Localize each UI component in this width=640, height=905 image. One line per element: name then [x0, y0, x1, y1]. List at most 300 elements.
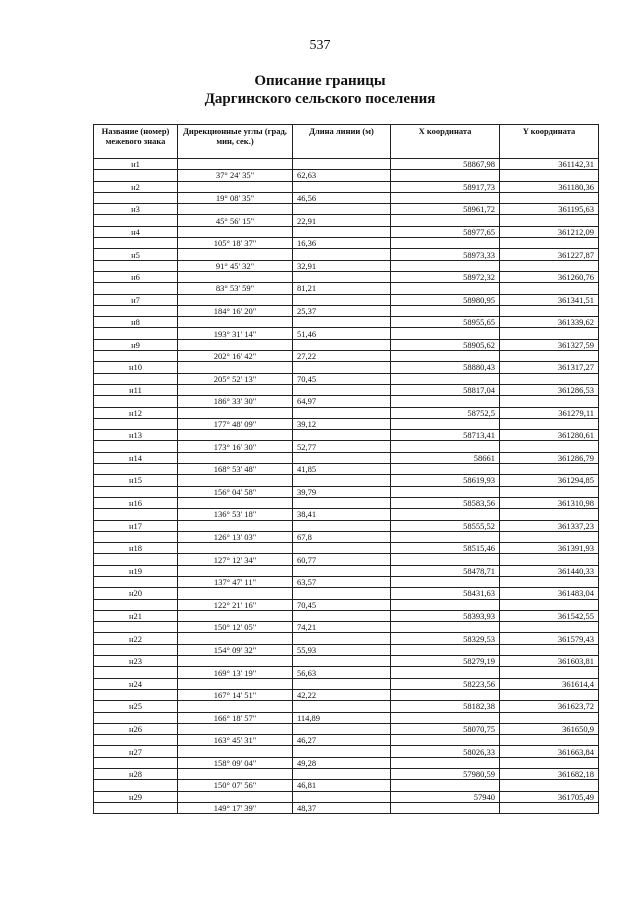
empty-cell [178, 339, 293, 350]
segment-row [94, 305, 599, 316]
line-length: 52,77 [293, 441, 391, 452]
empty-cell [178, 430, 293, 441]
empty-cell [500, 192, 599, 203]
direction-angle: 156° 04' 58" [178, 486, 293, 497]
empty-cell [293, 746, 391, 757]
empty-cell [293, 475, 391, 486]
point-name: н7 [94, 294, 178, 305]
point-row [94, 204, 599, 215]
line-length: 114,89 [293, 712, 391, 723]
direction-angle: 149° 17' 39" [178, 802, 293, 813]
empty-cell [293, 610, 391, 621]
empty-cell [178, 769, 293, 780]
document-title [0, 72, 640, 108]
empty-cell [500, 735, 599, 746]
point-name: н15 [94, 475, 178, 486]
point-name: н25 [94, 701, 178, 712]
empty-cell [500, 373, 599, 384]
empty-cell [293, 520, 391, 531]
y-coordinate: 361440,33 [500, 565, 599, 576]
empty-cell [391, 531, 500, 542]
segment-row [94, 464, 599, 475]
segment-row [94, 644, 599, 655]
empty-cell [500, 554, 599, 565]
line-length: 38,41 [293, 509, 391, 520]
empty-cell [94, 192, 178, 203]
segment-row [94, 622, 599, 633]
x-coordinate: 58393,93 [391, 610, 500, 621]
line-length: 51,46 [293, 328, 391, 339]
empty-cell [500, 712, 599, 723]
x-coordinate: 58026,33 [391, 746, 500, 757]
empty-cell [293, 633, 391, 644]
empty-cell [293, 249, 391, 260]
empty-cell [391, 305, 500, 316]
point-row [94, 701, 599, 712]
empty-cell [500, 464, 599, 475]
direction-angle: 205° 52' 13" [178, 373, 293, 384]
line-length: 70,45 [293, 373, 391, 384]
empty-cell [391, 396, 500, 407]
segment-row [94, 667, 599, 678]
empty-cell [293, 656, 391, 667]
empty-cell [293, 452, 391, 463]
header-name: Название (номер) межевого знака [94, 125, 178, 159]
empty-cell [500, 238, 599, 249]
y-coordinate: 361212,09 [500, 226, 599, 237]
point-row [94, 497, 599, 508]
segment-row [94, 531, 599, 542]
point-name: н8 [94, 317, 178, 328]
empty-cell [500, 802, 599, 813]
empty-cell [94, 802, 178, 813]
empty-cell [500, 667, 599, 678]
empty-cell [293, 384, 391, 395]
empty-cell [178, 520, 293, 531]
y-coordinate: 361341,51 [500, 294, 599, 305]
header-y: Y координата [500, 125, 599, 159]
segment-row [94, 802, 599, 813]
segment-row [94, 215, 599, 226]
empty-cell [500, 215, 599, 226]
empty-cell [500, 622, 599, 633]
empty-cell [391, 554, 500, 565]
empty-cell [391, 667, 500, 678]
segment-row [94, 238, 599, 249]
empty-cell [293, 362, 391, 373]
direction-angle: 137° 47' 11" [178, 576, 293, 587]
empty-cell [293, 565, 391, 576]
empty-cell [178, 452, 293, 463]
segment-row [94, 192, 599, 203]
direction-angle: 163° 45' 31" [178, 735, 293, 746]
empty-cell [500, 780, 599, 791]
x-coordinate: 58713,41 [391, 430, 500, 441]
empty-cell [94, 328, 178, 339]
empty-cell [178, 475, 293, 486]
y-coordinate: 361286,53 [500, 384, 599, 395]
direction-angle: 150° 07' 56" [178, 780, 293, 791]
direction-angle: 166° 18' 57" [178, 712, 293, 723]
y-coordinate: 361483,04 [500, 588, 599, 599]
direction-angle: 122° 21' 16" [178, 599, 293, 610]
empty-cell [178, 271, 293, 282]
empty-cell [178, 497, 293, 508]
empty-cell [94, 622, 178, 633]
empty-cell [391, 599, 500, 610]
x-coordinate: 58977,65 [391, 226, 500, 237]
direction-angle: 186° 33' 30" [178, 396, 293, 407]
direction-angle: 154° 09' 32" [178, 644, 293, 655]
empty-cell [391, 464, 500, 475]
direction-angle: 193° 31' 14" [178, 328, 293, 339]
x-coordinate: 58279,19 [391, 656, 500, 667]
direction-angle: 91° 45' 32" [178, 260, 293, 271]
y-coordinate: 361542,55 [500, 610, 599, 621]
segment-row [94, 283, 599, 294]
x-coordinate: 58515,46 [391, 543, 500, 554]
empty-cell [391, 757, 500, 768]
line-length: 67,8 [293, 531, 391, 542]
y-coordinate: 361391,93 [500, 543, 599, 554]
segment-row [94, 689, 599, 700]
point-row [94, 249, 599, 260]
empty-cell [391, 170, 500, 181]
point-name: н14 [94, 452, 178, 463]
empty-cell [94, 464, 178, 475]
empty-cell [293, 791, 391, 802]
empty-cell [293, 159, 391, 170]
empty-cell [94, 283, 178, 294]
direction-angle: 126° 13' 03" [178, 531, 293, 542]
x-coordinate: 58182,38 [391, 701, 500, 712]
segment-row [94, 418, 599, 429]
direction-angle: 202° 16' 42" [178, 351, 293, 362]
y-coordinate: 361705,49 [500, 791, 599, 802]
point-name: н23 [94, 656, 178, 667]
empty-cell [94, 599, 178, 610]
empty-cell [178, 384, 293, 395]
empty-cell [178, 701, 293, 712]
empty-cell [500, 441, 599, 452]
empty-cell [391, 509, 500, 520]
empty-cell [293, 430, 391, 441]
line-length: 25,37 [293, 305, 391, 316]
line-length: 16,36 [293, 238, 391, 249]
empty-cell [391, 283, 500, 294]
empty-cell [94, 260, 178, 271]
point-name: н19 [94, 565, 178, 576]
empty-cell [391, 351, 500, 362]
point-name: н21 [94, 610, 178, 621]
point-row [94, 475, 599, 486]
empty-cell [94, 373, 178, 384]
point-row [94, 181, 599, 192]
line-length: 27,22 [293, 351, 391, 362]
empty-cell [178, 610, 293, 621]
x-coordinate: 58817,04 [391, 384, 500, 395]
x-coordinate: 57940 [391, 791, 500, 802]
empty-cell [178, 746, 293, 757]
empty-cell [391, 486, 500, 497]
empty-cell [500, 757, 599, 768]
point-name: н4 [94, 226, 178, 237]
point-name: н20 [94, 588, 178, 599]
x-coordinate: 58329,53 [391, 633, 500, 644]
empty-cell [293, 701, 391, 712]
empty-cell [178, 565, 293, 576]
segment-row [94, 328, 599, 339]
empty-cell [500, 328, 599, 339]
empty-cell [178, 633, 293, 644]
empty-cell [178, 656, 293, 667]
empty-cell [293, 769, 391, 780]
empty-cell [500, 644, 599, 655]
empty-cell [500, 305, 599, 316]
table-header-row [94, 125, 599, 159]
empty-cell [94, 396, 178, 407]
empty-cell [391, 418, 500, 429]
y-coordinate: 361682,18 [500, 769, 599, 780]
empty-cell [94, 170, 178, 181]
point-name: н22 [94, 633, 178, 644]
direction-angle: 37° 24' 35" [178, 170, 293, 181]
empty-cell [500, 351, 599, 362]
line-length: 62,63 [293, 170, 391, 181]
line-length: 60,77 [293, 554, 391, 565]
point-row [94, 430, 599, 441]
empty-cell [178, 678, 293, 689]
y-coordinate: 361603,81 [500, 656, 599, 667]
point-row [94, 226, 599, 237]
x-coordinate: 58917,73 [391, 181, 500, 192]
empty-cell [391, 735, 500, 746]
point-row [94, 362, 599, 373]
segment-row [94, 260, 599, 271]
point-name: н6 [94, 271, 178, 282]
empty-cell [391, 802, 500, 813]
segment-row [94, 576, 599, 587]
direction-angle: 127° 12' 34" [178, 554, 293, 565]
point-row [94, 543, 599, 554]
x-coordinate: 58431,63 [391, 588, 500, 599]
line-length: 39,12 [293, 418, 391, 429]
x-coordinate: 58961,72 [391, 204, 500, 215]
direction-angle: 45° 56' 15" [178, 215, 293, 226]
point-row [94, 317, 599, 328]
point-name: н24 [94, 678, 178, 689]
direction-angle: 136° 53' 18" [178, 509, 293, 520]
segment-row [94, 373, 599, 384]
empty-cell [178, 159, 293, 170]
empty-cell [178, 407, 293, 418]
empty-cell [94, 757, 178, 768]
y-coordinate: 361180,36 [500, 181, 599, 192]
empty-cell [500, 509, 599, 520]
point-name: н3 [94, 204, 178, 215]
segment-row [94, 757, 599, 768]
empty-cell [178, 723, 293, 734]
empty-cell [391, 373, 500, 384]
point-name: н13 [94, 430, 178, 441]
y-coordinate: 361579,43 [500, 633, 599, 644]
x-coordinate: 58867,98 [391, 159, 500, 170]
point-name: н27 [94, 746, 178, 757]
empty-cell [391, 260, 500, 271]
line-length: 46,27 [293, 735, 391, 746]
point-name: н17 [94, 520, 178, 531]
empty-cell [178, 588, 293, 599]
empty-cell [178, 543, 293, 554]
y-coordinate: 361280,61 [500, 430, 599, 441]
point-row [94, 565, 599, 576]
x-coordinate: 58980,95 [391, 294, 500, 305]
x-coordinate: 58955,65 [391, 317, 500, 328]
point-row [94, 520, 599, 531]
y-coordinate: 361614,4 [500, 678, 599, 689]
direction-angle: 167° 14' 51" [178, 689, 293, 700]
empty-cell [500, 576, 599, 587]
title-line-1: Описание границы [254, 73, 386, 89]
point-name: н18 [94, 543, 178, 554]
point-row [94, 656, 599, 667]
y-coordinate: 361286,79 [500, 452, 599, 463]
x-coordinate: 58972,32 [391, 271, 500, 282]
empty-cell [178, 294, 293, 305]
point-row [94, 588, 599, 599]
point-name: н26 [94, 723, 178, 734]
empty-cell [94, 780, 178, 791]
empty-cell [293, 678, 391, 689]
header-x: X координата [391, 125, 500, 159]
direction-angle: 184° 16' 20" [178, 305, 293, 316]
y-coordinate: 361310,98 [500, 497, 599, 508]
point-row [94, 407, 599, 418]
line-length: 56,63 [293, 667, 391, 678]
empty-cell [293, 181, 391, 192]
line-length: 63,57 [293, 576, 391, 587]
point-row [94, 159, 599, 170]
x-coordinate: 58973,33 [391, 249, 500, 260]
y-coordinate: 361327,59 [500, 339, 599, 350]
empty-cell [391, 644, 500, 655]
empty-cell [178, 362, 293, 373]
point-row [94, 723, 599, 734]
line-length: 41,85 [293, 464, 391, 475]
empty-cell [94, 712, 178, 723]
empty-cell [500, 396, 599, 407]
y-coordinate: 361650,9 [500, 723, 599, 734]
point-name: н5 [94, 249, 178, 260]
point-name: н11 [94, 384, 178, 395]
line-length: 48,37 [293, 802, 391, 813]
empty-cell [293, 226, 391, 237]
segment-row [94, 554, 599, 565]
empty-cell [293, 543, 391, 554]
y-coordinate: 361294,85 [500, 475, 599, 486]
direction-angle: 158° 09' 04" [178, 757, 293, 768]
line-length: 64,97 [293, 396, 391, 407]
point-name: н16 [94, 497, 178, 508]
line-length: 42,22 [293, 689, 391, 700]
empty-cell [391, 712, 500, 723]
empty-cell [293, 407, 391, 418]
x-coordinate: 58478,71 [391, 565, 500, 576]
point-row [94, 746, 599, 757]
empty-cell [94, 576, 178, 587]
x-coordinate: 58619,93 [391, 475, 500, 486]
line-length: 22,91 [293, 215, 391, 226]
line-length: 39,79 [293, 486, 391, 497]
point-row [94, 610, 599, 621]
y-coordinate: 361260,76 [500, 271, 599, 282]
empty-cell [178, 791, 293, 802]
y-coordinate: 361623,72 [500, 701, 599, 712]
line-length: 55,93 [293, 644, 391, 655]
empty-cell [293, 723, 391, 734]
segment-row [94, 486, 599, 497]
empty-cell [391, 622, 500, 633]
empty-cell [293, 271, 391, 282]
empty-cell [94, 531, 178, 542]
segment-row [94, 599, 599, 610]
empty-cell [500, 418, 599, 429]
segment-row [94, 351, 599, 362]
segment-row [94, 170, 599, 181]
y-coordinate: 361317,27 [500, 362, 599, 373]
x-coordinate: 58880,43 [391, 362, 500, 373]
point-name: н2 [94, 181, 178, 192]
empty-cell [94, 441, 178, 452]
empty-cell [293, 204, 391, 215]
line-length: 46,56 [293, 192, 391, 203]
empty-cell [178, 226, 293, 237]
empty-cell [500, 689, 599, 700]
empty-cell [94, 418, 178, 429]
empty-cell [500, 531, 599, 542]
empty-cell [391, 689, 500, 700]
point-name: н1 [94, 159, 178, 170]
point-name: н10 [94, 362, 178, 373]
point-row [94, 633, 599, 644]
x-coordinate: 57980,59 [391, 769, 500, 780]
empty-cell [94, 735, 178, 746]
empty-cell [391, 780, 500, 791]
empty-cell [178, 317, 293, 328]
empty-cell [94, 305, 178, 316]
empty-cell [500, 170, 599, 181]
boundary-coordinates-table [93, 124, 599, 814]
point-name: н9 [94, 339, 178, 350]
x-coordinate: 58752,5 [391, 407, 500, 418]
title-line-2: Даргинского сельского поселения [204, 91, 436, 107]
empty-cell [391, 238, 500, 249]
empty-cell [178, 204, 293, 215]
empty-cell [94, 667, 178, 678]
x-coordinate: 58223,56 [391, 678, 500, 689]
point-row [94, 452, 599, 463]
x-coordinate: 58070,75 [391, 723, 500, 734]
direction-angle: 177° 48' 09" [178, 418, 293, 429]
empty-cell [94, 509, 178, 520]
x-coordinate: 58583,56 [391, 497, 500, 508]
empty-cell [391, 192, 500, 203]
page-number: 537 [309, 38, 331, 53]
empty-cell [500, 599, 599, 610]
table-body [94, 159, 599, 814]
empty-cell [391, 215, 500, 226]
y-coordinate: 361195,63 [500, 204, 599, 215]
